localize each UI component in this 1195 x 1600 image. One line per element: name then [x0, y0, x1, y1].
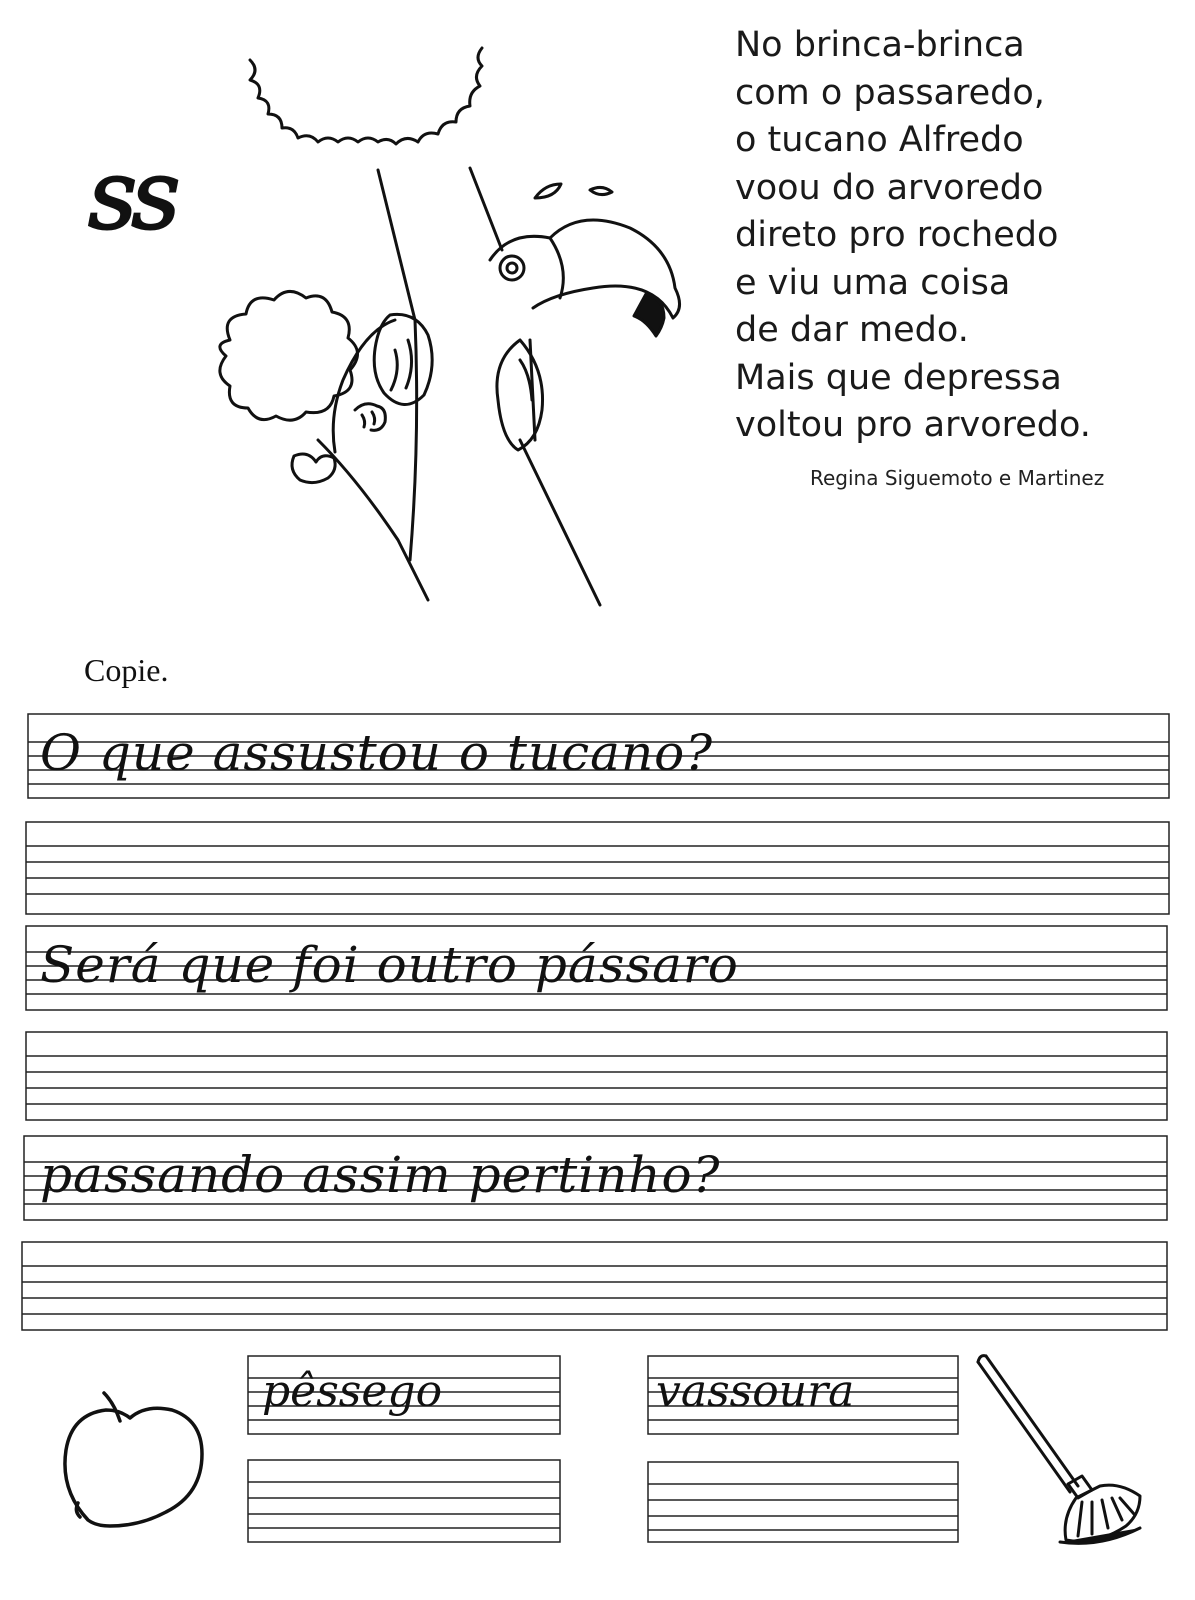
poem-line: direto pro rochedo	[735, 215, 1059, 255]
model-word-peach: pêssego	[262, 1366, 443, 1417]
poem-line: de dar medo.	[735, 310, 969, 350]
poem-line: o tucano Alfredo	[735, 120, 1024, 160]
model-sentence-1: O que assustou o tucano?	[40, 724, 714, 782]
word-box-peach-copy[interactable]	[248, 1460, 560, 1542]
poem-author: Regina Siguemoto e Martinez	[810, 466, 1105, 490]
exercise-instruction: Copie.	[84, 652, 169, 688]
poem-line: Mais que depressa	[735, 357, 1062, 398]
word-box-broom-copy[interactable]	[648, 1462, 958, 1542]
writing-box-6[interactable]	[22, 1242, 1167, 1330]
model-word-broom: vassoura	[656, 1366, 855, 1417]
broom-icon	[970, 1352, 1145, 1552]
writing-box-2[interactable]	[26, 822, 1169, 914]
poem-line: voltou pro arvoredo.	[735, 405, 1091, 445]
poem-line: com o passaredo,	[735, 72, 1045, 113]
poem-line: e viu uma coisa	[735, 262, 1011, 303]
writing-box-4[interactable]	[26, 1032, 1167, 1120]
model-sentence-3: passando assim pertinho?	[40, 1146, 721, 1204]
poem-line: voou do arvoredo	[735, 167, 1044, 208]
peach-icon	[58, 1385, 208, 1535]
heading-letters: ss	[88, 139, 175, 251]
poem-line: No brinca-brinca	[735, 25, 1025, 65]
model-sentence-2: Será que foi outro pássaro	[40, 936, 739, 994]
